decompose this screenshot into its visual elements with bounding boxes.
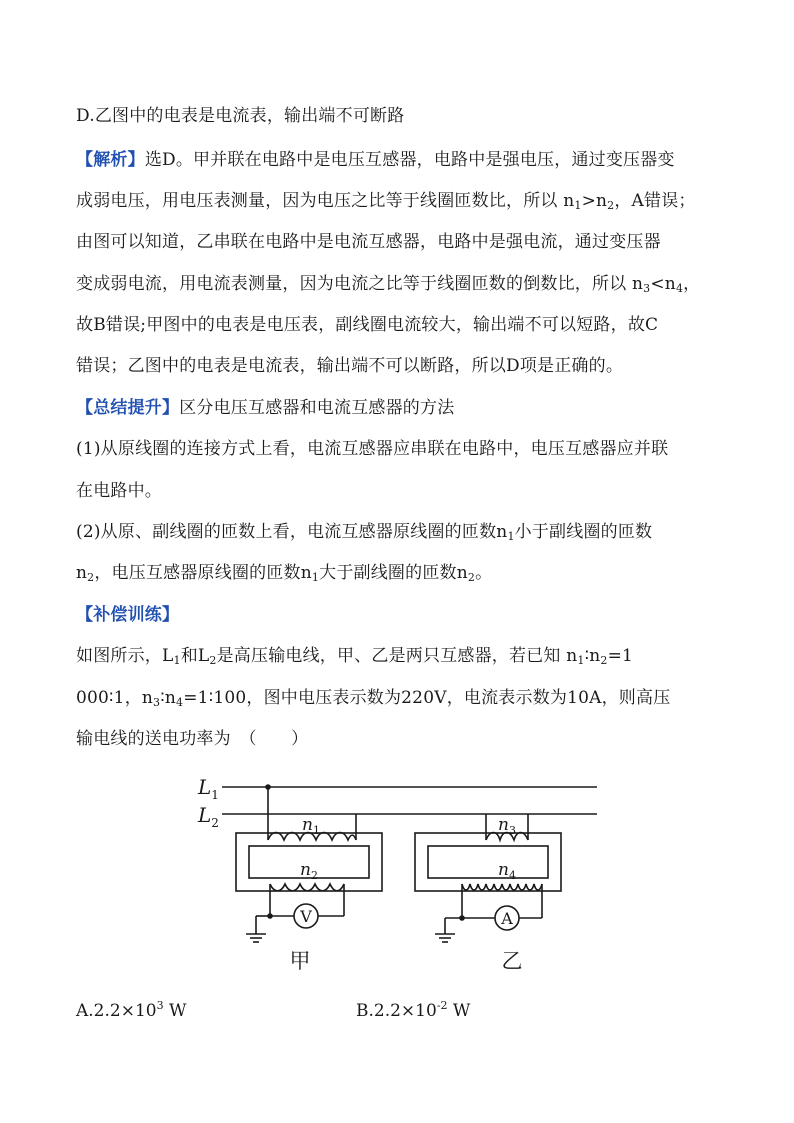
label-l1: $L_1$: [198, 775, 219, 802]
analysis-line-5: 故B错误;甲图中的电表是电压表，副线圈电流较大，输出端不可以短路，故C: [76, 315, 659, 335]
label-n1: $n_1$: [302, 815, 320, 837]
question-line-2: 000∶1，$n_3∶n_4=1∶100$，图中电压表示数为220V，电流表示数为10A，则高压: [76, 688, 671, 709]
summary-tag: 【总结提升】: [76, 398, 180, 418]
analysis-line-3: 由图可以知道，乙串联在电路中是电流互感器，电路中是强电流，通过变压器: [76, 232, 661, 252]
label-n2: $n_2$: [300, 860, 318, 882]
ammeter-label: A: [501, 909, 513, 928]
coil-n3: [486, 833, 528, 841]
core-jia-inner: [249, 846, 369, 878]
summary-p2-line-1: (2)从原、副线圈的匝数上看，电流互感器原线圈的匝数$n_1$小于副线圈的匝数: [76, 522, 653, 543]
label-l2: $L_2$: [198, 803, 219, 830]
analysis-tag: 【解析】: [76, 150, 145, 170]
label-n4: $n_4$: [498, 860, 516, 882]
core-jia-outer: [236, 833, 382, 891]
label-yi: 乙: [501, 949, 523, 973]
ammeter: [495, 906, 519, 930]
option-a: $A.2.2\times 10^3$ W: [76, 999, 187, 1021]
summary-p1-line-1: (1)从原线圈的连接方式上看，电流互感器应串联在电路中，电压互感器应并联: [76, 439, 669, 459]
analysis-line-4: 变成弱电流，用电流表测量，因为电流之比等于线圈匝数的倒数比，所以 $n_3<n_4$，: [76, 274, 701, 295]
voltmeter: [294, 904, 318, 928]
coil-n4: [462, 884, 542, 890]
core-yi-outer: [415, 833, 561, 891]
practice-tag: 【补偿训练】: [76, 605, 180, 625]
practice-heading: [76, 605, 726, 625]
analysis-line-6: 错误；乙图中的电表是电流表，输出端不可以断路，所以D项是正确的。: [76, 356, 624, 376]
core-yi-inner: [428, 846, 548, 878]
summary-p2-line-2: $n_2$，电压互感器原线圈的匝数$n_1$大于副线圈的匝数$n_2$。: [76, 563, 493, 584]
question-line-3: 输电线的送电功率为 （ ）: [76, 729, 309, 749]
analysis-line-1: 【解析】选D。甲并联在电路中是电压互感器，电路中是强电压，通过变压器变: [76, 150, 675, 170]
label-jia: 甲: [289, 949, 311, 973]
question-line-1: 如图所示，$L_1$和$L_2$是高压输电线，甲、乙是两只互感器，若已知 $n_1∶n_2=1$: [76, 646, 634, 667]
summary-p1-line-2: 在电路中。: [76, 481, 162, 501]
coil-n2: [270, 884, 344, 891]
analysis-line-2: 成弱电压，用电压表测量，因为电压之比等于线圈匝数比，所以 $n_1>n_2$，A错误；: [76, 191, 696, 212]
option-b: $B.2.2\times 10^{-2}$ W: [356, 999, 471, 1021]
label-n3: $n_3$: [498, 815, 516, 837]
voltmeter-label: V: [300, 907, 312, 926]
coil-n1: [268, 833, 356, 841]
summary-heading: 【总结提升】区分电压互感器和电流互感器的方法: [76, 398, 455, 418]
option-d-previous: D.乙图中的电表是电流表，输出端不可断路: [76, 106, 405, 126]
